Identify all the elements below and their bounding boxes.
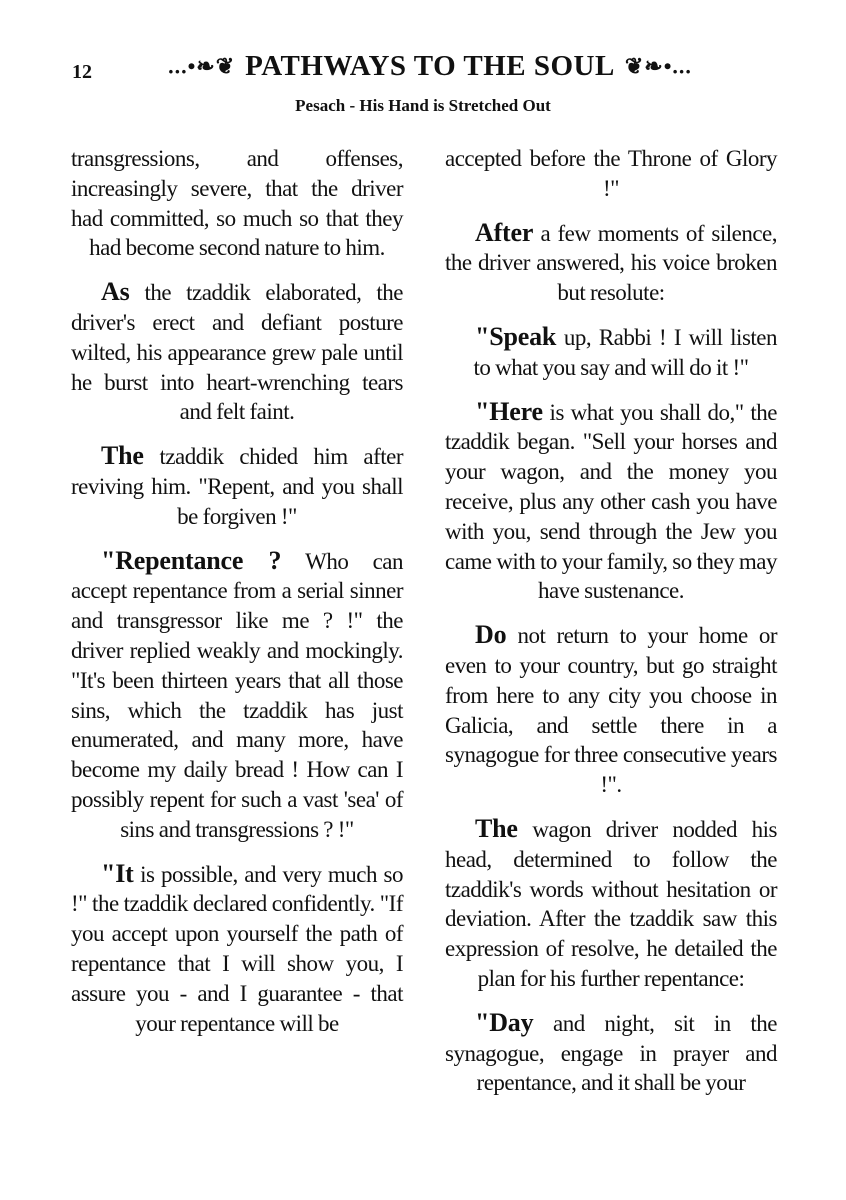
book-title: PATHWAYS TO THE SOUL: [245, 50, 615, 82]
paragraph-text: tzaddik chided him after reviving him. "Repent, and you shall be forgiven !": [71, 444, 403, 529]
paragraph-text: and night, sit in the synagogue, engage in prayer and repentance, and it shall be your: [445, 1010, 777, 1096]
paragraph-lead: "Day: [475, 1007, 534, 1037]
paragraph-lead: "It: [101, 858, 134, 888]
paragraph-text: up, Rabbi ! I will listen to what you say and will do it !": [473, 324, 777, 380]
paragraph: [71, 859, 403, 1039]
paragraph-lead: Do: [475, 620, 507, 650]
paragraph: [445, 1008, 777, 1098]
paragraph: [445, 218, 777, 308]
paragraph-text: the tzaddik elaborated, the driver's erect and defiant posture wilted, his appearance grew pale until he burst into heart-wrenching tears and felt faint.: [71, 280, 403, 425]
paragraph: [445, 620, 777, 800]
right-ornament-icon: ❦❧•...: [624, 53, 692, 79]
left-ornament-icon: ...•❧❦: [168, 53, 236, 79]
paragraph: [445, 143, 777, 204]
paragraph-text: is possible, and very much so !" the tzaddik declared confidently. "If you accept upon yourself the path of repentance that I will show you, I assure you - and I guarantee - that your repentance will be: [71, 861, 403, 1036]
paragraph-lead: "Speak: [475, 321, 557, 351]
paragraph-text: is what you shall do," the tzaddik began. "Sell your horses and your wagon, and the money you receive, plus any other cash you have with you, send through the Jew you came with to your family, so they may have sustenance.: [445, 399, 777, 604]
page-number: 12: [72, 61, 92, 83]
paragraph-text: wagon driver nodded his head, determined to follow the tzaddik's words without hesitation or deviation. After the tzaddik saw this expression of resolve, he detailed the plan for his further repentance:: [445, 816, 777, 991]
paragraph: [71, 277, 403, 427]
paragraph-text: Who can accept repentance from a serial sinner and transgressor like me ? !" the driver replied weakly and mockingly. "It's been thirteen years that all those sins, which the tzaddik has just enumerated, and many more, have become my daily bread ! How can I possibly repent for such a vast 'sea' of sins and transgressions ? !": [71, 548, 404, 842]
paragraph: [445, 322, 777, 383]
paragraph-text: transgressions, and offenses, increasingly severe, that the driver had committed, so much so that they had become second nature to him.: [71, 146, 403, 261]
paragraph-lead: "Here: [475, 396, 543, 426]
paragraph-lead: "Repentance ?: [101, 545, 282, 575]
running-header: [130, 50, 730, 83]
paragraph: [445, 397, 777, 607]
paragraph-lead: As: [101, 277, 130, 307]
paragraph-text: a few moments of silence, the driver answered, his voice broken but resolute:: [445, 220, 777, 306]
paragraph: [445, 814, 777, 994]
paragraph-text: not return to your home or even to your country, but go straight from here to any city you choose in Galicia, and settle there in a synagogue for three consecutive years !".: [445, 623, 777, 798]
right-column: [445, 143, 777, 1098]
paragraph-lead: After: [475, 217, 534, 247]
paragraph-lead: The: [101, 441, 144, 471]
paragraph-lead: The: [475, 813, 518, 843]
left-column: [71, 143, 403, 1038]
paragraph-text: accepted before the Throne of Glory !": [445, 146, 777, 201]
paragraph: [71, 546, 403, 845]
paragraph: [71, 441, 403, 531]
chapter-subtitle: Pesach - His Hand is Stretched Out: [295, 96, 551, 115]
paragraph: [71, 143, 403, 263]
